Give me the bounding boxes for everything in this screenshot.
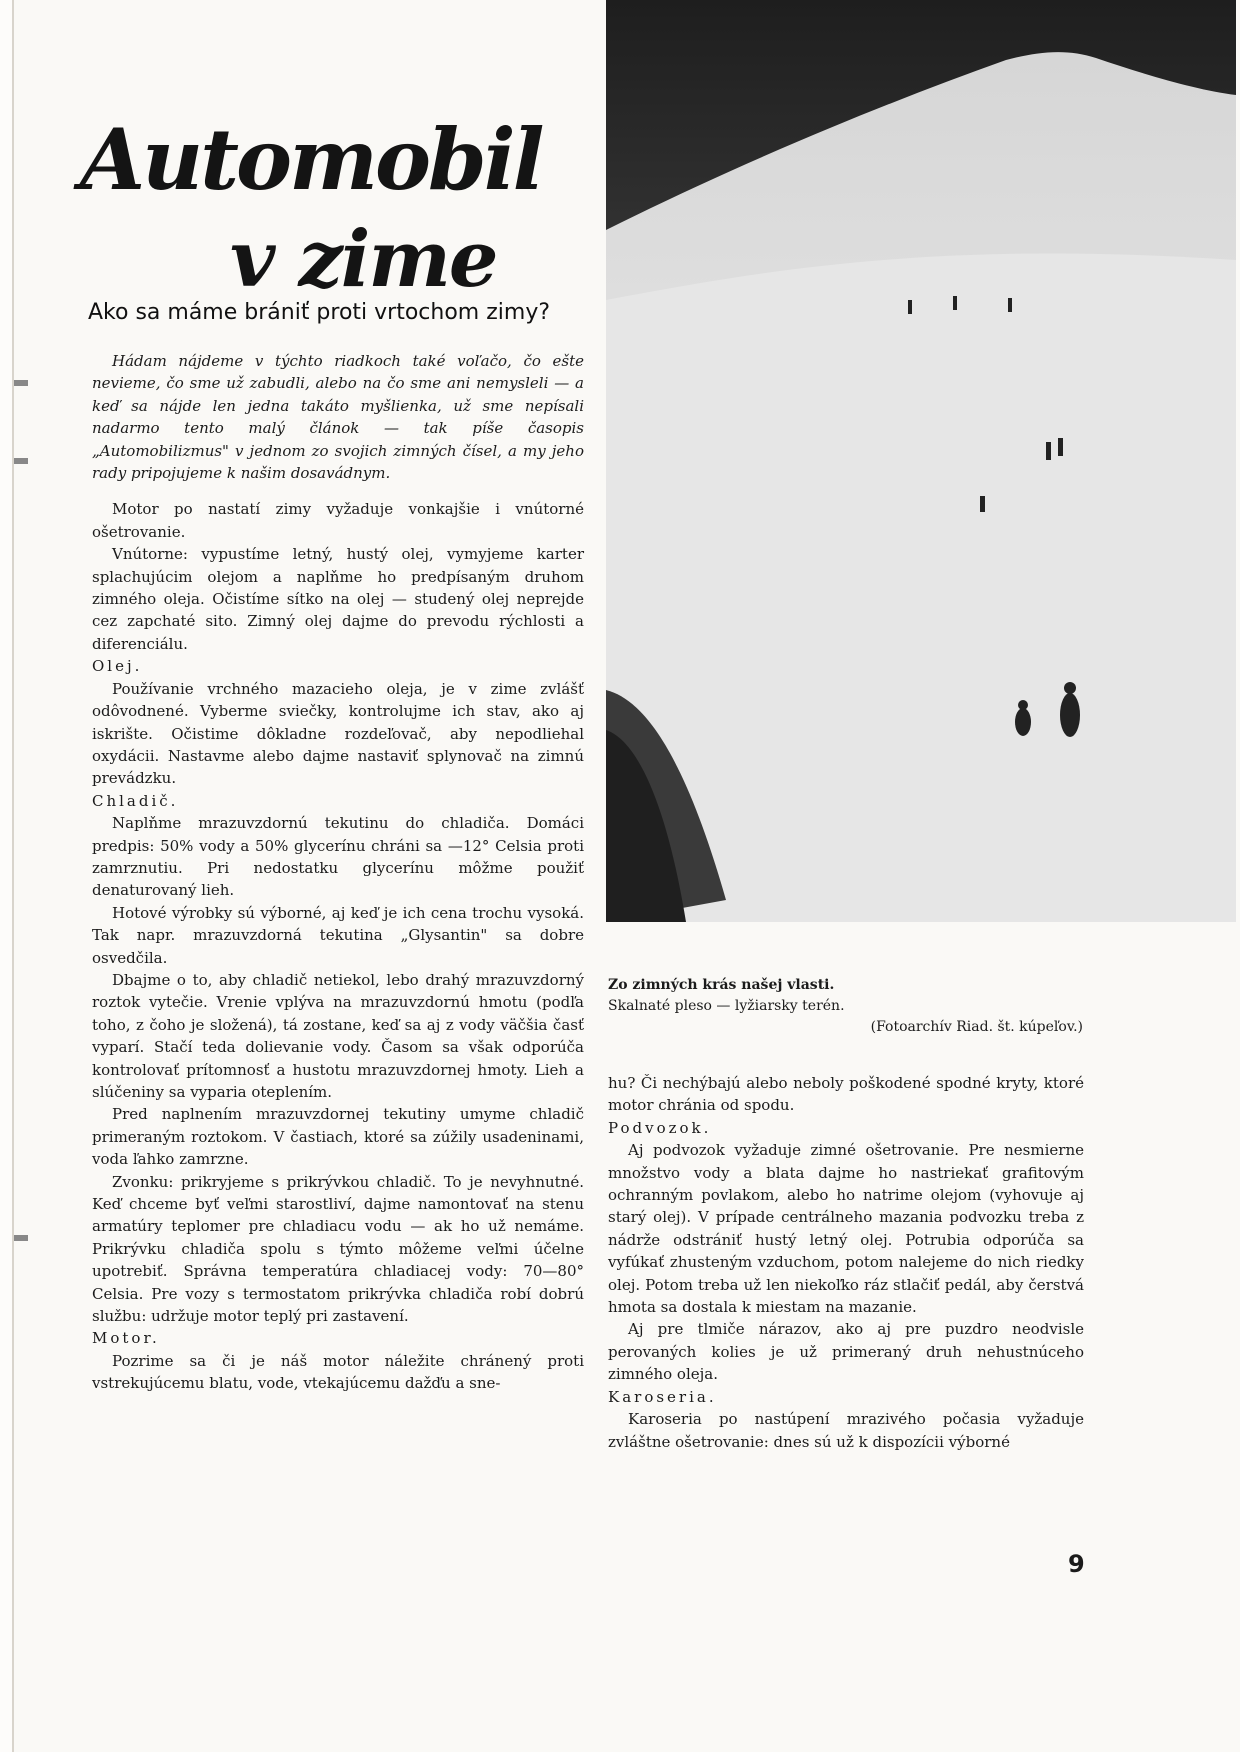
caption-location: Skalnaté pleso — lyžiarsky terén. — [608, 998, 845, 1014]
caption-title: Zo zimných krás našej vlasti. — [608, 977, 835, 993]
paragraph: Vnútorne: vypustíme letný, hustý olej, vymyjeme karter splachujúcim olejom a naplňme ho predpísaným druhom zimného oleja. Očistíme sítko na olej — studený olej neprejde cez zapchaté sito. Zimný olej dajme do prevodu rýchlosti a diferenciálu. — [92, 545, 584, 653]
right-column — [608, 1072, 1084, 1453]
paragraph: Zvonku: prikryjeme s prikrývkou chladič. To je nevyhnutné. Keď chceme byť veľmi starostliví, dajme namontovať na stenu armatúry teplomer pre chladiacu vodu — ak ho už nemáme. Prikrývku chladiča spolu s týmto môžeme veľmi účelne upotrebiť. Správna temperatúra chladiacej vody: 70—80° Celsia. Pre vozy s termostatom prikrývka chladiča robí dobrú službu: udržuje motor teplý pri zastavení. — [92, 1172, 584, 1326]
paragraph: Karoseria po nastúpení mrazivého počasia vyžaduje zvláštne ošetrovanie: dnes sú už k dispozícii výborné — [608, 1410, 1084, 1451]
paragraph: Pozrime sa či je náš motor náležite chránený proti vstrekujúcemu blatu, vode, vtekajúcemu dažďu a sne- — [92, 1351, 584, 1393]
binding-staple — [14, 458, 28, 464]
title-line-1: Automobil — [80, 110, 542, 209]
winter-ski-photo — [606, 0, 1236, 922]
paragraph: Motor po nastatí zimy vyžaduje vonkajšie i vnútorné ošetrovanie. — [92, 500, 584, 541]
intro-paragraph: Hádam nájdeme v týchto riadkoch také voľačo, čo ešte nevieme, čo sme už zabudli, alebo na čo sme ani nemysleli — a keď sa nájde len jedna takáto myšlienka, už sme nepísali nadarmo tento malý článok — tak píše časopis „Automobilizmus" v jednom zo svojich zimných čísel, a my jeho rady pripojujeme k našim dosavádnym. — [92, 352, 584, 483]
section-heading-podvozok: Podvozok. — [608, 1118, 712, 1137]
left-column — [92, 350, 584, 1395]
article-title — [80, 110, 600, 310]
paragraph: Pred naplnením mrazuvzdornej tekutiny umyme chladič primeraným roztokom. V častiach, ktoré sa zúžily usadeninami, voda ľahko zamrzne. — [92, 1105, 584, 1169]
paragraph: Aj pre tlmiče nárazov, ako aj pre puzdro neodvisle perovaných kolies je už primeraný druh nehustnúceho zimného oleja. — [608, 1320, 1084, 1384]
section-heading-karoseria: Karoseria. — [608, 1387, 717, 1406]
section-heading-olej: Olej. — [92, 657, 143, 676]
paragraph: Naplňme mrazuvzdornú tekutinu do chladiča. Domáci predpis: 50% vody a 50% glycerínu chráni sa —12° Celsia proti zamrznutiu. Pri nedostatku glycerínu môžme použiť denaturovaný lieh. — [92, 814, 584, 900]
paragraph: Používanie vrchného mazacieho oleja, je v zime zvlášť odôvodnené. Vyberme sviečky, kontrolujme ich stav, ako aj iskrište. Očistime dôkladne rozdeľovač, aby nepodliehal oxydácii. Nastavme alebo dajme nastaviť splynovač na zimnú prevádzku. — [92, 679, 584, 788]
paragraph: Dbajme o to, aby chladič netiekol, lebo drahý mrazuvzdorný roztok vytečie. Vrenie vplýva na mrazuvzdornú hmotu (podľa toho, z čoho je složená), tá zostane, keď sa aj z vody väčšia časť vyparí. Stačí teda dolievanie vody. Časom sa však odporúča kontrolovať prítomnosť a hustotu mrazuvzdornej hmoty. Lieh a slúčeniny sa vyparia oteplením. — [92, 970, 584, 1101]
caption-credit: (Fotoarchív Riad. št. kúpeľov.) — [870, 1019, 1083, 1035]
paragraph: Hotové výrobky sú výborné, aj keď je ich cena trochu vysoká. Tak napr. mrazuvzdorná tekutina „Glysantin" sa dobre osvedčila. — [92, 903, 584, 967]
ski-slope-illustration — [606, 0, 1236, 922]
article-subtitle: Ako sa máme brániť proti vrtochom zimy? — [88, 300, 551, 325]
binding-staple — [14, 380, 28, 386]
page-number: 9 — [1068, 1550, 1085, 1578]
title-line-2: v zime — [230, 214, 497, 305]
photo-caption — [608, 975, 1083, 1038]
section-heading-motor: Motor. — [92, 1329, 160, 1348]
paragraph: hu? Či nechýbajú alebo neboly poškodené spodné kryty, ktoré motor chránia od spodu. — [608, 1074, 1084, 1115]
section-heading-chladic: Chladič. — [92, 791, 179, 810]
binding-staple — [14, 1235, 28, 1241]
paragraph: Aj podvozok vyžaduje zimné ošetrovanie. Pre nesmierne množstvo vody a blata dajme ho nastriekať grafitovým ochranným povlakom, alebo ho natrime olejom (vyhovuje aj starý olej). V prípade centrálneho mazania podvozku treba z nádrže odstrániť hustý letný olej. Potrubia odporúča sa vyfúkať zhusteným vzduchom, potom nalejeme do nich riedky olej. Potom treba už len niekoľko ráz stlačiť pedál, aby čerstvá hmota sa dostala k miestam na mazanie. — [608, 1141, 1084, 1317]
